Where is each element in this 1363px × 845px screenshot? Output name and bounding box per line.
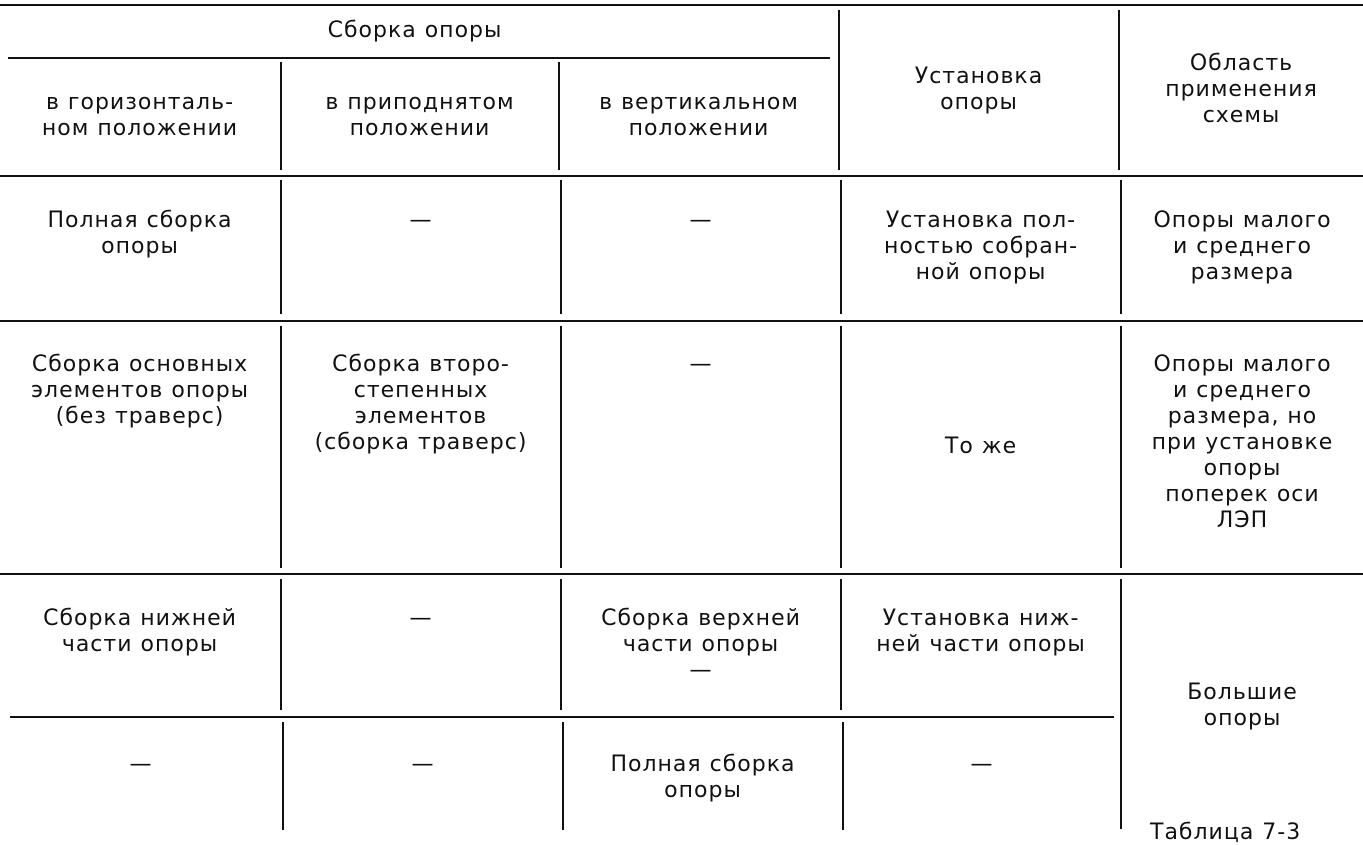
col-rule-2-body <box>560 180 562 314</box>
table-caption: Таблица 7-3 <box>1150 820 1302 845</box>
row1-area: Опоры малого и среднего размера <box>1153 208 1332 285</box>
row1-install: Установка пол- ностью собран- ной опоры <box>883 208 1079 285</box>
header-raised: в приподнятом положении <box>325 90 515 141</box>
rule-under-header <box>0 175 1363 177</box>
rule-row1 <box>0 320 1363 322</box>
row3-horizontal: Сборка нижней части опоры <box>43 606 237 657</box>
row3-vertical: Сборка верхней части опоры — <box>601 606 801 683</box>
header-group: Сборка опоры <box>327 18 503 43</box>
row2-install: То же <box>944 434 1018 459</box>
col-rule-1-r3 <box>280 579 282 710</box>
header-install: Установка опоры <box>914 64 1044 115</box>
row3-install: Установка ниж- ней части опоры <box>876 606 1086 657</box>
row4-raised: — <box>411 752 435 777</box>
row2-horizontal: Сборка основных элементов опоры (без траверс) <box>30 352 250 429</box>
row1-vertical: — <box>689 208 713 233</box>
header-area: Область применения схемы <box>1165 51 1318 128</box>
row1-horizontal: Полная сборка опоры <box>47 208 233 259</box>
row3-raised: — <box>409 606 433 631</box>
row2-raised: Сборка второ- степенных элементов (сборка траверс) <box>314 352 528 455</box>
rule-top <box>0 4 1363 6</box>
rule-under-group <box>8 57 830 59</box>
row4-install: — <box>970 752 994 777</box>
header-vertical: в вертикальном положении <box>599 90 799 141</box>
header-horizontal: в горизонталь- ном положении <box>41 90 239 141</box>
col-rule-1-body <box>280 180 282 314</box>
row1-raised: — <box>409 208 433 233</box>
rule-row2 <box>0 573 1363 575</box>
row3-area: Большие опоры <box>1187 680 1298 731</box>
rule-row3 <box>10 716 1114 718</box>
row2-area: Опоры малого и среднего размера, но при установке опоры поперек оси ЛЭП <box>1151 352 1334 533</box>
row4-vertical: Полная сборка опоры <box>610 752 796 803</box>
row2-vertical: — <box>689 352 713 377</box>
row4-horizontal: — <box>129 752 153 777</box>
